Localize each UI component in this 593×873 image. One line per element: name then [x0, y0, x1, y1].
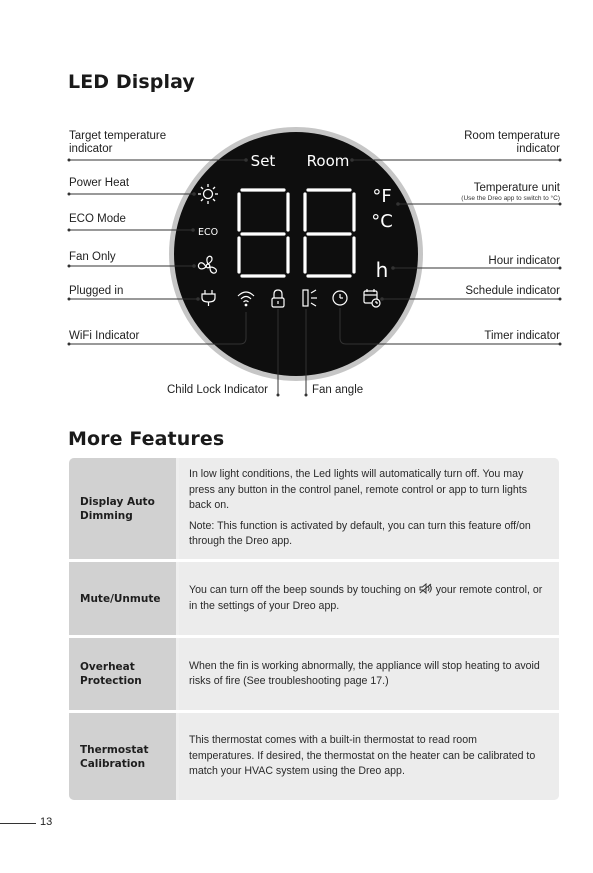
page-number: 13: [40, 816, 53, 828]
feature-note: Note: This function is activated by default, you can turn this feature off/on through the Dreo app.: [189, 519, 531, 548]
schedule-indicator-label: Schedule indicator: [465, 285, 560, 297]
room-temp-label-line2: indicator: [516, 143, 560, 155]
feature-description: This thermostat comes with a built-in thermostat to read room temperatures. If desired, the thermostat on the heater can be calibrated to match your HVAC system using the Dreo app.: [189, 734, 536, 778]
fan-angle-label: Fan angle: [312, 384, 364, 396]
unit-f-text: °F: [372, 186, 392, 207]
feature-description: In low light conditions, the Led lights will automatically turn off. You may press any button in the control panel, remote control or app to turn lights back on.: [189, 468, 528, 512]
led-display-diagram: [0, 0, 593, 420]
table-row: [69, 562, 559, 635]
fan-only-label: Fan Only: [69, 251, 116, 263]
feature-name: Display Auto Dimming: [80, 495, 155, 522]
table-row: [69, 458, 559, 559]
target-temp-label-line2: indicator: [69, 143, 113, 155]
room-text: Room: [306, 152, 350, 170]
more-features-title: More Features: [68, 428, 225, 450]
feature-name: Thermostat Calibration: [80, 743, 149, 770]
plugged-in-label: Plugged in: [69, 285, 124, 297]
set-text: Set: [250, 152, 276, 170]
room-temp-label-line1: Room temperature: [464, 130, 560, 142]
eco-text: ECO: [197, 227, 219, 238]
child-lock-label: Child Lock Indicator: [167, 384, 268, 396]
display-face: [174, 132, 418, 376]
eco-mode-label: ECO Mode: [69, 213, 126, 225]
power-heat-label: Power Heat: [69, 177, 130, 189]
feature-description: You can turn off the beep sounds by touching on your remote control, or in the settings of your Dreo app.: [189, 584, 543, 612]
temperature-unit-label: Temperature unit: [473, 182, 560, 194]
feature-name: Mute/Unmute: [80, 592, 161, 605]
feature-description: When the fin is working abnormally, the appliance will stop heating to avoid risks of fire (See troubleshooting page 17.): [189, 659, 540, 687]
hour-indicator-label: Hour indicator: [488, 255, 560, 267]
target-temp-label-line1: Target temperature: [69, 130, 167, 142]
led-display-title: LED Display: [68, 71, 195, 93]
hour-h-text: h: [375, 258, 389, 282]
unit-c-text: °C: [371, 211, 393, 232]
table-row: [69, 638, 559, 710]
table-row: [69, 713, 559, 800]
page-number-rule: [0, 823, 36, 824]
features-table: [69, 458, 559, 800]
timer-indicator-label: Timer indicator: [484, 330, 560, 342]
mute-icon: [419, 583, 433, 594]
wifi-indicator-label: WiFi Indicator: [69, 330, 140, 342]
feature-name: Overheat Protection: [80, 661, 142, 687]
temperature-unit-note: (Use the Dreo app to switch to °C): [461, 195, 560, 202]
